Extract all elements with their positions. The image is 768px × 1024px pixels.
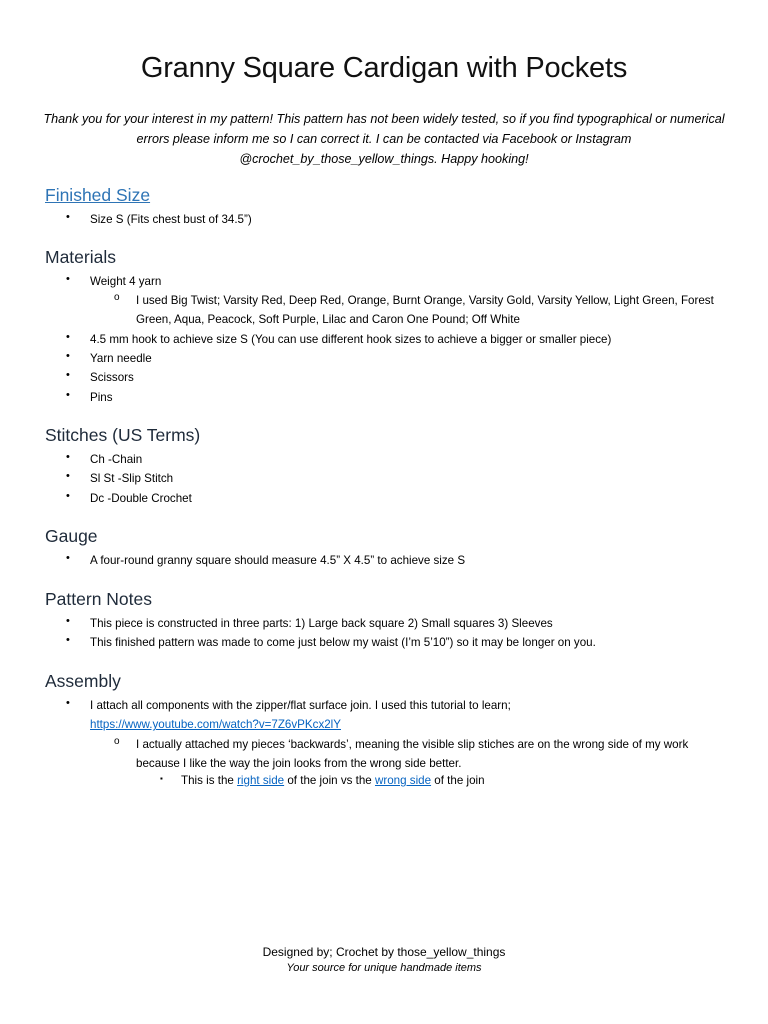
- bullet-icon: •: [66, 331, 70, 343]
- bullet-icon: •: [66, 389, 70, 401]
- assembly-heading: Assembly: [45, 671, 121, 691]
- intro-paragraph: [40, 109, 728, 169]
- footer-tagline: Your source for unique handmade items: [286, 962, 482, 974]
- materials-item: Yarn needle: [90, 352, 152, 365]
- materials-heading: Materials: [45, 247, 116, 267]
- bullet-icon: •: [66, 350, 70, 362]
- materials-item: Scissors: [90, 371, 134, 384]
- circle-bullet-icon: o: [114, 736, 120, 747]
- assembly-subsub-item: [181, 771, 721, 790]
- bullet-icon: •: [66, 211, 70, 223]
- bullet-icon: •: [66, 273, 70, 285]
- assembly-sub-item: I actually attached my pieces ‘backwards’, meaning the visible slip stiches are on the wrong side of my work because I like the way the join looks from the wrong side better.: [136, 738, 689, 771]
- gauge-heading: Gauge: [45, 526, 98, 546]
- materials-item: Pins: [90, 391, 113, 404]
- bullet-icon: •: [66, 470, 70, 482]
- pattern-note-item: This finished pattern was made to come just below my waist (I’m 5’10”) so it may be longer on you.: [90, 636, 596, 649]
- bullet-icon: •: [66, 490, 70, 502]
- materials-yarn-detail: I used Big Twist; Varsity Red, Deep Red, Orange, Burnt Orange, Varsity Gold, Varsity Yellow, Light Green, Forest Green, Aqua, Peacock, Soft Purple, Lilac and Caron One Pound; Off White: [136, 294, 714, 327]
- pattern-notes-heading: Pattern Notes: [45, 589, 152, 609]
- bullet-icon: •: [66, 634, 70, 646]
- finished-size-item: Size S (Fits chest bust of 34.5”): [90, 213, 252, 226]
- stitch-item: Ch -Chain: [90, 453, 143, 466]
- subsub-prefix: This is the: [181, 774, 238, 787]
- footer-designed-by: Designed by; Crochet by those_yellow_things: [262, 945, 506, 959]
- bullet-icon: •: [66, 615, 70, 627]
- wrong-side-link[interactable]: wrong side: [374, 774, 432, 787]
- bullet-icon: •: [66, 451, 70, 463]
- bullet-icon: •: [66, 369, 70, 381]
- gauge-item: A four-round granny square should measure 4.5” X 4.5” to achieve size S: [90, 554, 466, 567]
- subsub-suffix: of the join: [431, 774, 485, 787]
- intro-text: Thank you for your interest in my pattern! This pattern has not been widely tested, so if you find typographical or numerical errors please inform me so I can correct it. I can be contacted via Facebook or Instagram @crochet_by_those_yellow_things: [43, 112, 725, 166]
- stitch-item: Dc -Double Crochet: [90, 492, 192, 505]
- document-title: Granny Square Cardigan with Pockets: [140, 52, 628, 84]
- subsub-middle: of the join vs the: [284, 774, 375, 787]
- intro-text-end: . Happy hooking!: [434, 152, 529, 166]
- bullet-icon: •: [66, 552, 70, 564]
- finished-size-heading[interactable]: Finished Size: [45, 185, 151, 205]
- pattern-note-item: This piece is constructed in three parts: 1) Large back square 2) Small squares 3) Sleeves: [90, 617, 553, 630]
- square-bullet-icon: ▪: [160, 774, 163, 783]
- bullet-icon: •: [66, 697, 70, 709]
- tutorial-link[interactable]: https://www.youtube.com/watch?v=7Z6vPKcx2lY: [90, 718, 341, 732]
- assembly-item-text: I attach all components with the zipper/flat surface join. I used this tutorial to learn;: [90, 699, 511, 712]
- stitches-heading: Stitches (US Terms): [45, 425, 201, 445]
- stitch-item: Sl St -Slip Stitch: [90, 472, 174, 485]
- materials-yarn: Weight 4 yarn: [90, 275, 162, 288]
- circle-bullet-icon: o: [114, 292, 120, 303]
- materials-item: 4.5 mm hook to achieve size S (You can use different hook sizes to achieve a bigger or smaller piece): [90, 333, 612, 346]
- right-side-link[interactable]: right side: [237, 774, 285, 787]
- assembly-item: [90, 696, 730, 735]
